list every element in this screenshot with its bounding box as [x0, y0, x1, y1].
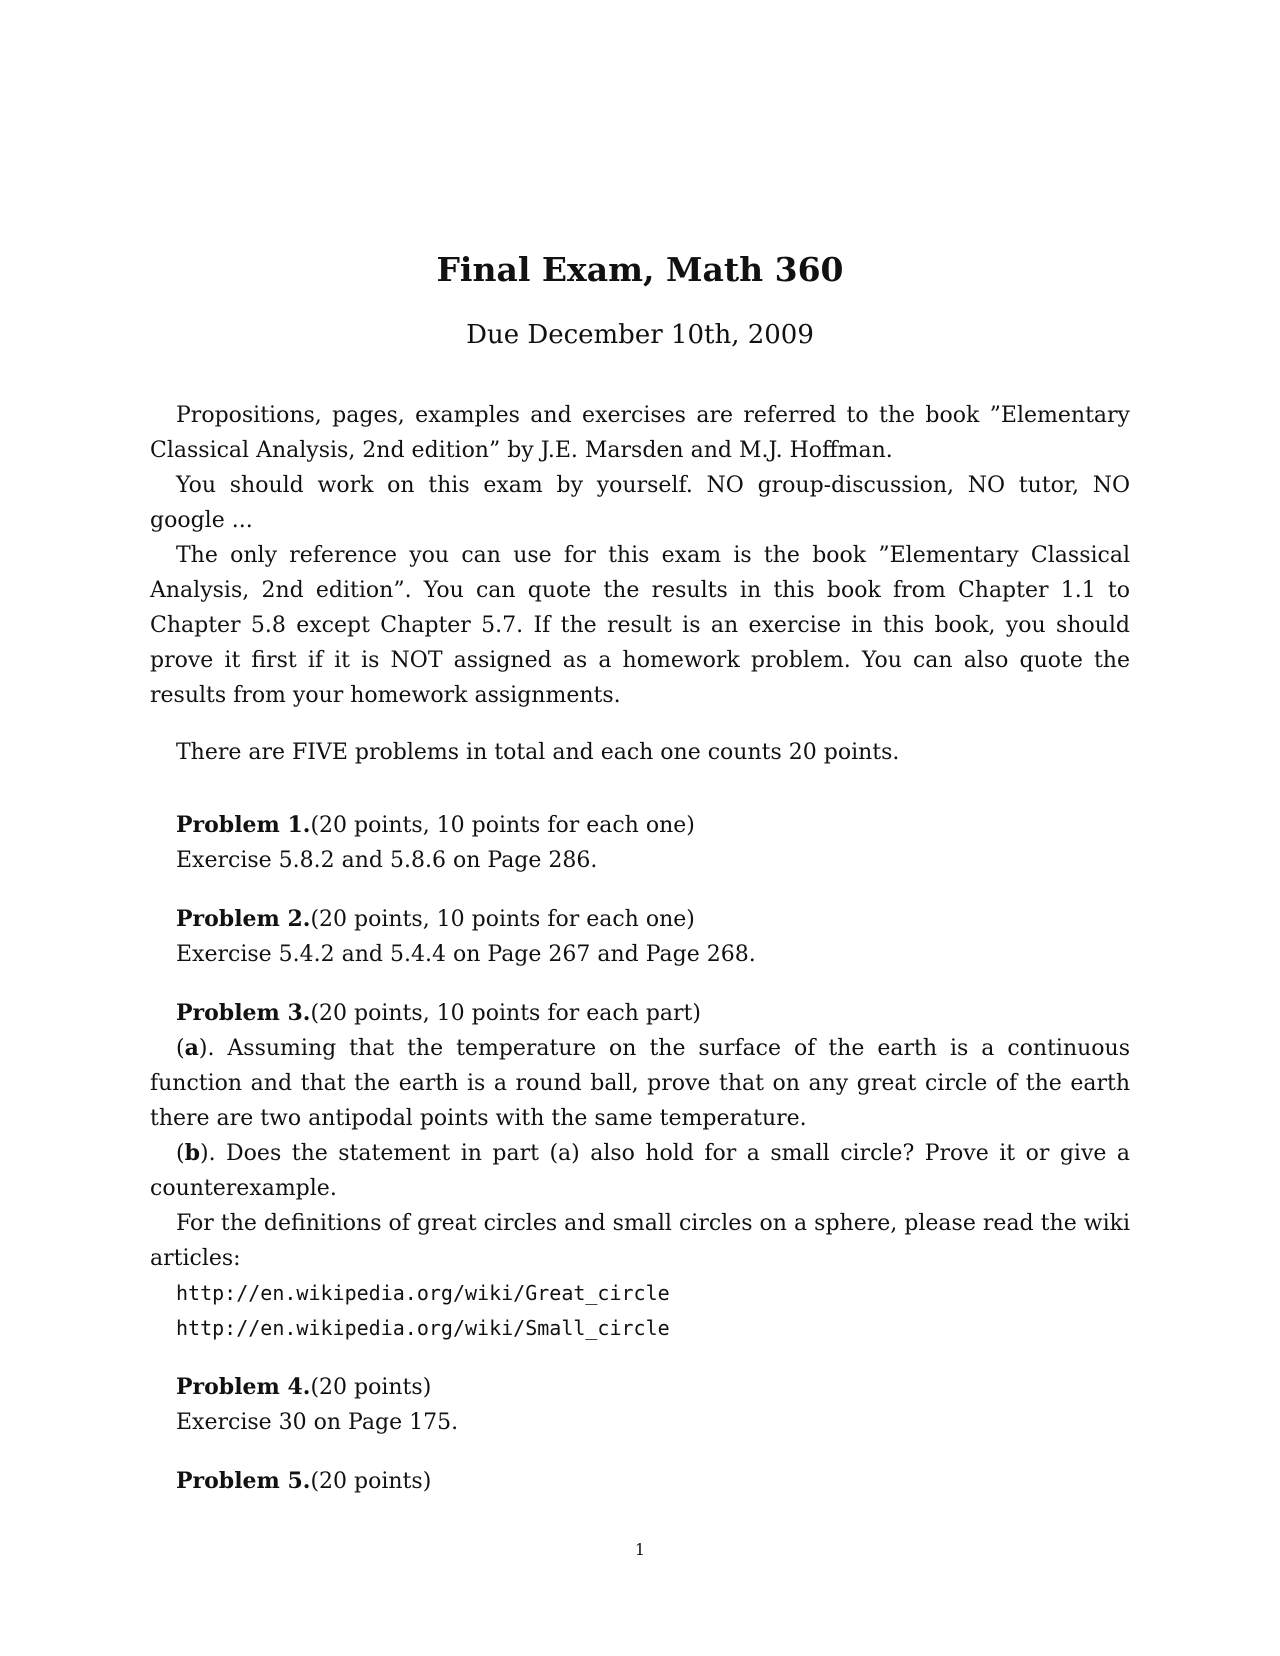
great-circle-link[interactable]: http://en.wikipedia.org/wiki/Great_circle	[176, 1281, 670, 1305]
problem-4	[150, 1370, 1130, 1440]
problem-3-part-b: (b). Does the statement in part (a) also hold for a small circle? Prove it or give a counterexample.	[150, 1140, 1130, 1201]
problem-count-section	[150, 735, 1130, 770]
exam-page	[150, 250, 1130, 1499]
intro-paragraph-2: You should work on this exam by yourself. NO group-discussion, NO tutor, NO google ...	[150, 473, 1130, 533]
intro-section	[150, 398, 1130, 713]
problem-count-text: There are FIVE problems in total and each one counts 20 points.	[176, 740, 900, 765]
problem-3-part-a-text: Assuming that the temperature on the surface of the earth is a continuous function and that the earth is a round ball, prove that on any great circle of the earth there are two antipodal points with the same temperature.	[150, 1036, 1130, 1131]
problem-3-part-b-text: Does the statement in part (a) also hold for a small circle? Prove it or give a counterexample.	[150, 1141, 1130, 1201]
problem-3-note: For the definitions of great circles and small circles on a sphere, please read the wiki articles:	[150, 1211, 1130, 1271]
problem-1-points: (20 points, 10 points for each one)	[310, 813, 695, 838]
problem-3-points: (20 points, 10 points for each part)	[310, 1001, 701, 1026]
due-date: Due December 10th, 2009	[466, 320, 814, 350]
problem-2-body: Exercise 5.4.2 and 5.4.4 on Page 267 and Page 268.	[176, 942, 756, 967]
problem-3-label: Problem 3.	[176, 1000, 311, 1026]
problem-2	[150, 902, 1130, 972]
problem-5-points: (20 points)	[310, 1469, 432, 1494]
problem-2-points: (20 points, 10 points for each one)	[310, 907, 695, 932]
problem-3-part-a-label: a	[184, 1035, 199, 1061]
small-circle-link[interactable]: http://en.wikipedia.org/wiki/Small_circle	[176, 1316, 670, 1340]
problem-4-points: (20 points)	[310, 1375, 432, 1400]
intro-paragraph-3: The only reference you can use for this exam is the book ”Elementary Classical Analysis, 2nd edition”. You can quote the results in this book from Chapter 1.1 to Chapter 5.8 except Chapter 5.7. If the result is an exercise in this book, you should prove it first if it is NOT assigned as a homework problem. You can also quote the results from your homework assignments.	[150, 543, 1130, 708]
problem-5	[150, 1464, 1130, 1499]
problem-2-label: Problem 2.	[176, 906, 311, 932]
problem-4-label: Problem 4.	[176, 1374, 311, 1400]
page-number: 1	[634, 1540, 646, 1559]
problem-3	[150, 996, 1130, 1346]
problem-1	[150, 808, 1130, 878]
problem-3-part-a: (a). Assuming that the temperature on the surface of the earth is a continuous function and that the earth is a round ball, prove that on any great circle of the earth there are two antipodal points with the same temperature.	[150, 1035, 1130, 1131]
intro-paragraph-1: Propositions, pages, examples and exercises are referred to the book ”Elementary Classical Analysis, 2nd edition” by J.E. Marsden and M.J. Hoffman.	[150, 403, 1130, 463]
problem-3-part-b-label: b	[184, 1140, 200, 1166]
problem-5-label: Problem 5.	[176, 1468, 311, 1494]
problem-1-label: Problem 1.	[176, 812, 311, 838]
problem-1-body: Exercise 5.8.2 and 5.8.6 on Page 286.	[176, 848, 598, 873]
page-title: Final Exam, Math 360	[436, 250, 844, 289]
problem-4-body: Exercise 30 on Page 175.	[176, 1410, 459, 1435]
